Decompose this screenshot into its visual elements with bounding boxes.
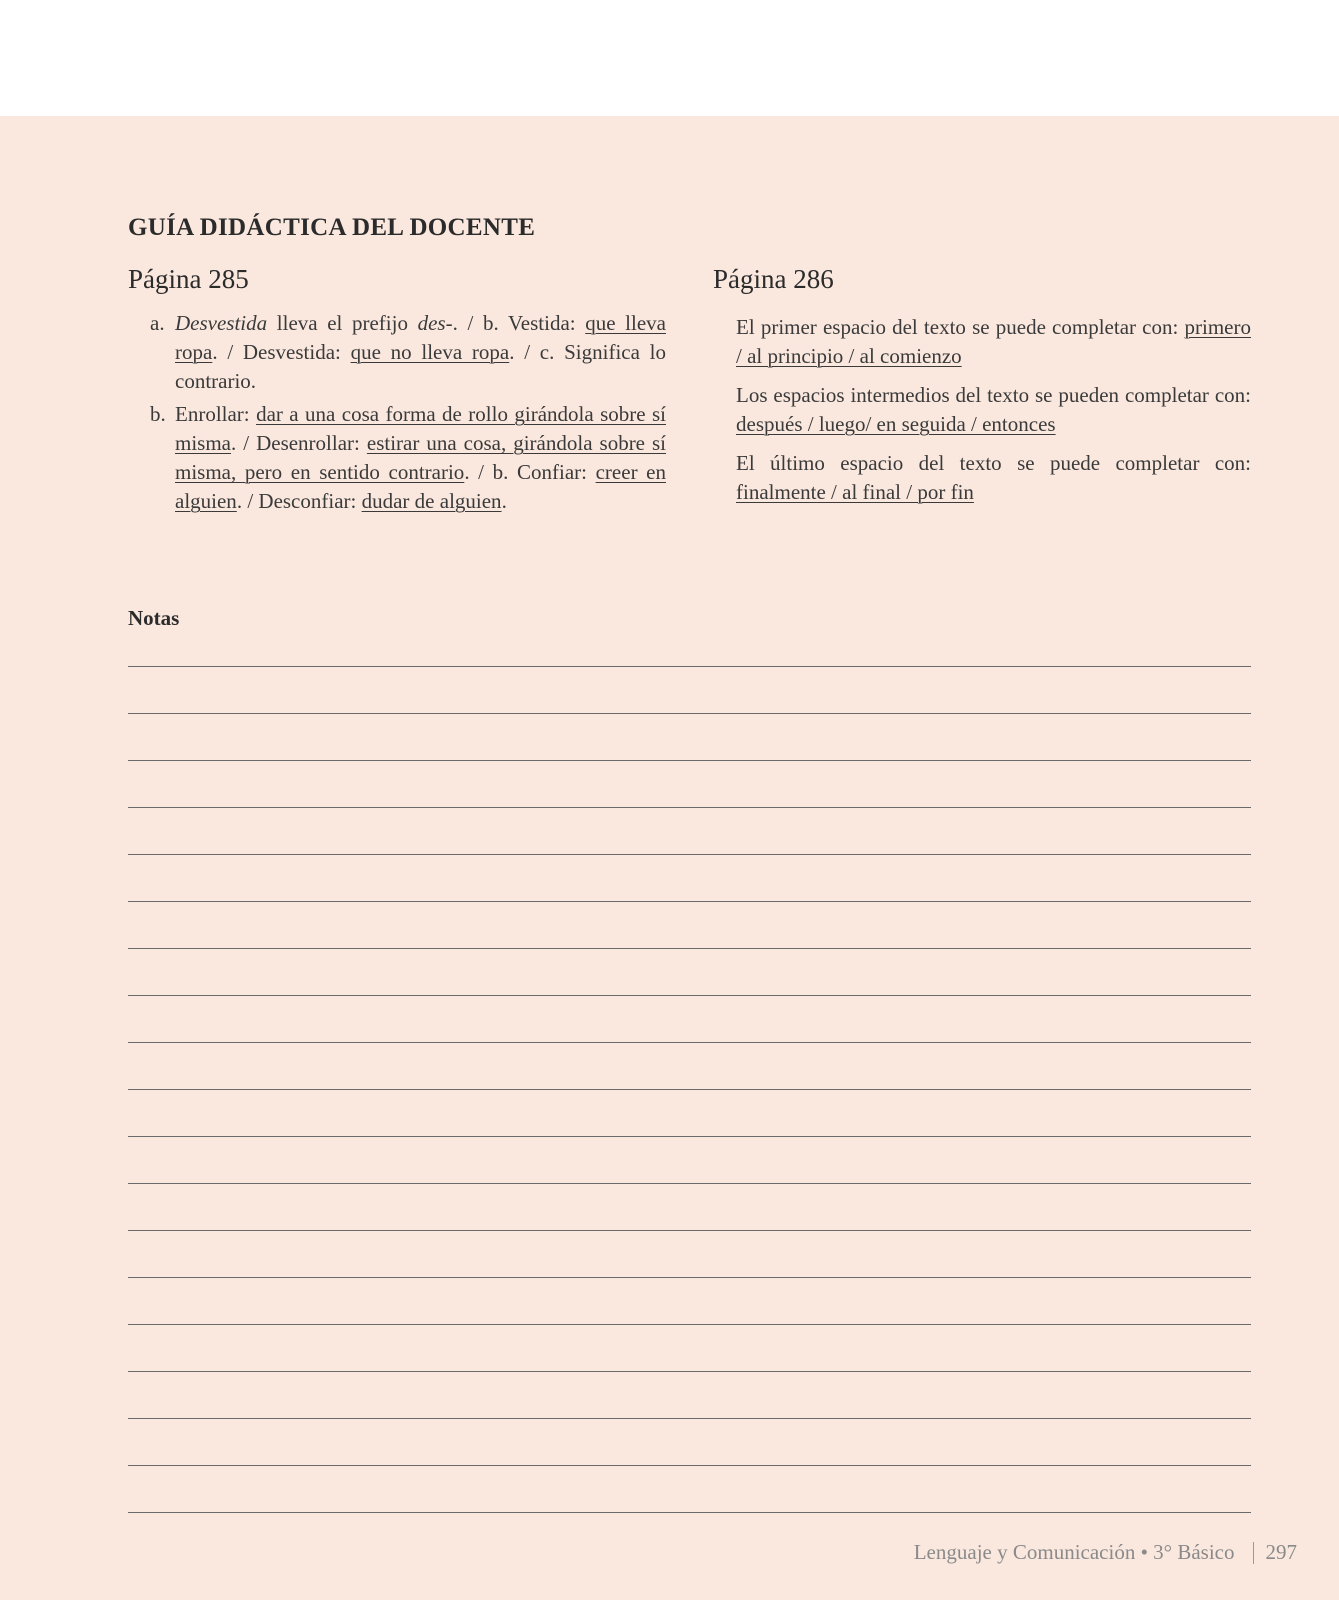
- note-line: [128, 1512, 1251, 1513]
- note-line: [128, 1418, 1251, 1419]
- item-text: [175, 311, 666, 393]
- answer-item-b: [128, 400, 666, 516]
- text-run: . / b. Vestida:: [452, 311, 586, 335]
- italic-term: Desvestida: [175, 311, 268, 335]
- page-285-column: [128, 264, 666, 520]
- text-run: .: [501, 489, 507, 513]
- text-run: El último espacio del texto se puede completar con:: [736, 451, 1251, 475]
- note-line: [128, 807, 1251, 808]
- note-line: [128, 666, 1251, 667]
- answer-list: [128, 309, 666, 516]
- page-footer: [914, 1540, 1297, 1565]
- answer-paragraph-middle: [736, 381, 1251, 439]
- underlined-answer: dar a una cosa forma de rollo girándola sobre sí misma: [175, 402, 666, 455]
- note-line: [128, 1136, 1251, 1137]
- underlined-answer: estirar una cosa, girándola sobre sí misma, pero en sentido contrario: [175, 431, 667, 484]
- text-run: . / Desconfiar:: [236, 489, 362, 513]
- page-286-column: [713, 264, 1251, 517]
- note-line: [128, 948, 1251, 949]
- underlined-answer: finalmente / al final / por fin: [736, 480, 974, 504]
- note-line: [128, 760, 1251, 761]
- underlined-answer: que lleva ropa: [175, 311, 666, 364]
- answer-paragraph-first: [736, 313, 1251, 371]
- guide-title: GUÍA DIDÁCTICA DEL DOCENTE: [128, 214, 536, 241]
- text-run: . / Desenrollar:: [231, 431, 367, 455]
- note-line: [128, 901, 1251, 902]
- note-line: [128, 1089, 1251, 1090]
- italic-term: des-: [417, 311, 453, 335]
- underlined-answer: que no lleva ropa: [350, 340, 510, 364]
- underlined-answer: después / luego/ en seguida / entonces: [736, 412, 1056, 436]
- underlined-answer: dudar de alguien: [361, 489, 502, 513]
- footer-subject: Lenguaje y Comunicación • 3° Básico: [913, 1540, 1235, 1564]
- underlined-answer: creer en alguien: [175, 460, 666, 513]
- note-line: [128, 854, 1251, 855]
- text-run: lleva el prefijo: [267, 311, 418, 335]
- text-run: Los espacios intermedios del texto se pueden completar con:: [736, 383, 1251, 407]
- text-run: Enrollar:: [175, 402, 257, 426]
- text-run: El primer espacio del texto se puede completar con:: [736, 315, 1185, 339]
- note-line: [128, 1324, 1251, 1325]
- page-285-heading: Página 285: [128, 264, 249, 294]
- note-line: [128, 1371, 1251, 1372]
- note-line: [128, 995, 1251, 996]
- page-number: 297: [1265, 1540, 1297, 1564]
- note-line: [128, 1277, 1251, 1278]
- answer-item-a: [128, 309, 666, 396]
- note-line: [128, 1465, 1251, 1466]
- page-286-heading: Página 286: [713, 264, 834, 294]
- text-run: . / c. Significa lo contrario.: [175, 340, 666, 393]
- underlined-answer: primero / al principio / al comienzo: [736, 315, 1251, 368]
- answer-paragraph-last: [736, 449, 1251, 507]
- note-line: [128, 713, 1251, 714]
- item-marker: b.: [150, 402, 166, 426]
- item-text: [175, 402, 666, 513]
- notes-title: Notas: [128, 606, 180, 630]
- note-line: [128, 1230, 1251, 1231]
- text-run: . / b. Confiar:: [464, 460, 596, 484]
- note-line: [128, 1042, 1251, 1043]
- footer-divider: [1253, 1542, 1254, 1564]
- item-marker: a.: [150, 311, 165, 335]
- text-run: . / Desvestida:: [212, 340, 351, 364]
- note-line: [128, 1183, 1251, 1184]
